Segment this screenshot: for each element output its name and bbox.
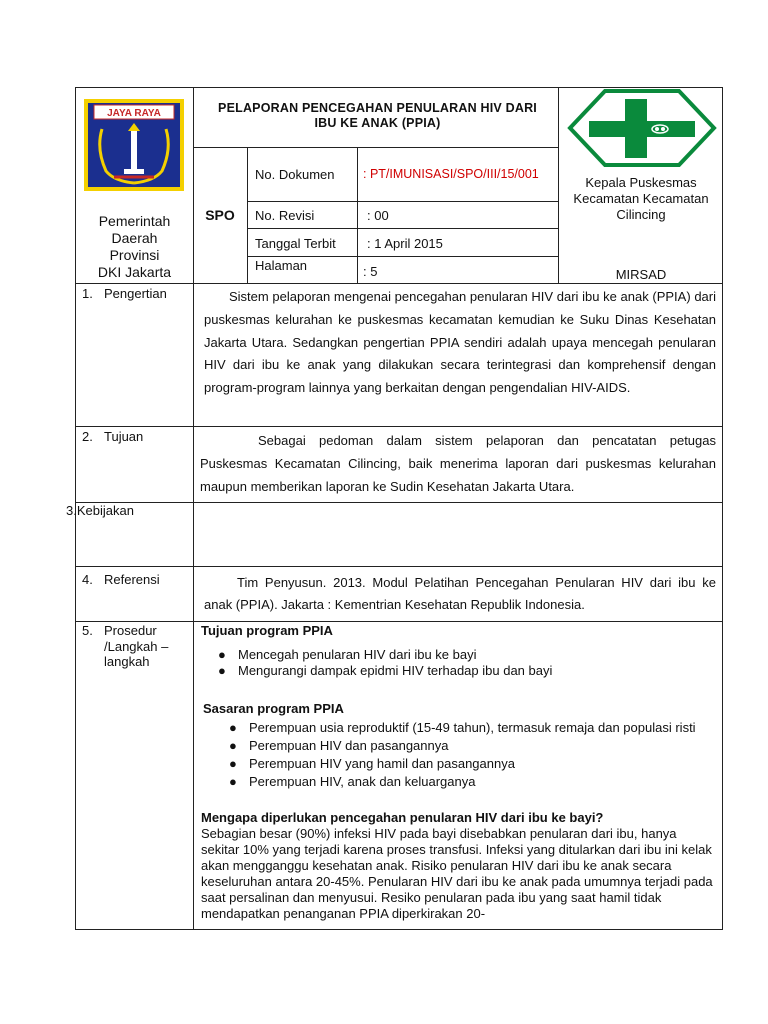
doc-number-value: : PT/IMUNISASI/SPO/III/15/001 — [363, 167, 539, 181]
page-label: Halaman — [255, 258, 308, 273]
issue-date-value: : 1 April 2015 — [367, 236, 443, 251]
list-item: ● Perempuan HIV dan pasangannya — [229, 738, 449, 753]
list-item: ● Perempuan usia reproduktif (15-49 tahun), termasuk remaja dan populasi risti — [229, 720, 696, 735]
heading-mengapa: Mengapa diperlukan pencegahan penularan HIV dari ibu ke bayi? — [201, 810, 604, 825]
approver-name: MIRSAD — [615, 267, 667, 282]
list-item: ● Mengurangi dampak epidmi HIV terhadap ibu dan bayi — [218, 663, 553, 678]
bullet-icon: ● — [218, 647, 226, 662]
section-1-label: Pengertian — [104, 286, 167, 301]
list-item: ● Perempuan HIV, anak dan keluarganya — [229, 774, 476, 789]
section-1-number: 1. — [82, 286, 93, 301]
organization-name: Pemerintah Daerah Provinsi DKI Jakarta — [97, 213, 172, 280]
section-2-text: Sebagai pedoman dalam sistem pelaporan dan pencatatan petugas Puskesmas Kecamatan Cilincing, baik menerima laporan dari puskesmas kelurahan maupun memberikan laporan ke Sudin Kesehatan Jakarta Utara. — [200, 433, 716, 494]
crest-banner-text: JAYA RAYA — [107, 108, 161, 119]
doc-number-label: No. Dokumen — [255, 167, 335, 182]
approver-title: Kepala Puskesmas Kecamatan Kecamatan Cilincing — [573, 175, 709, 222]
list-item: ● Perempuan HIV yang hamil dan pasangannya — [229, 756, 515, 771]
list-tujuan-program — [218, 647, 717, 679]
section-5-number: 5. — [82, 623, 93, 638]
list-item: ● Mencegah penularan HIV dari ibu ke bayi — [218, 647, 477, 662]
heading-sasaran-program: Sasaran program PPIA — [203, 701, 344, 716]
paragraph-mengapa: Sebagian besar (90%) infeksi HIV pada bayi disebabkan penularan dari ibu, hanya sekitar 10% yang terjadi karena proses transfusi. Infeksi yang ditularkan dari ibu ini kelak akan mengganggu kesehatan anak. Risiko penularan HIV dari ibu ke anak secara keseluruhan antara 20-45%. Penularan HIV dari ibu ke anak pada umumnya terjadi pada saat persalinan dan menyusui. Resiko penularan pada ibu yang saat hamil tidak mendapatkan penanganan PPIA diperkirakan 20- — [201, 826, 713, 921]
issue-date-label: Tanggal Terbit — [255, 236, 336, 251]
section-4-label: Referensi — [104, 572, 160, 587]
heading-tujuan-program: Tujuan program PPIA — [201, 623, 333, 638]
revision-value: : 00 — [367, 208, 389, 223]
section-4-text: Tim Penyusun. 2013. Modul Pelatihan Pencegahan Penularan HIV dari ibu ke anak (PPIA). Jakarta : Kementrian Kesehatan Republik Indonesia. — [204, 575, 716, 612]
bullet-icon: ● — [229, 774, 237, 789]
section-2-number: 2. — [82, 429, 93, 444]
bullet-icon: ● — [229, 738, 237, 753]
section-2-label: Tujuan — [104, 429, 144, 444]
section-3-label: 3.Kebijakan — [66, 503, 134, 518]
puskesmas-logo — [567, 88, 717, 168]
page-value: : 5 — [363, 264, 378, 279]
list-sasaran-program — [229, 720, 717, 790]
spo-label: SPO — [205, 207, 235, 223]
revision-label: No. Revisi — [255, 208, 315, 223]
document-title: PELAPORAN PENCEGAHAN PENULARAN HIV DARI IBU KE ANAK (PPIA) — [218, 101, 537, 130]
bullet-icon: ● — [229, 756, 237, 771]
section-1-text: Sistem pelaporan mengenai pencegahan penularan HIV dari ibu ke anak (PPIA) dari puskesmas kelurahan ke puskesmas kecamatan kemudian ke Suku Dinas Kesehatan Jakarta Utara. Sedangkan pengertian PPIA sendiri adalah upaya mencegah penularan HIV dari ibu ke anak yang dilakukan secara terintegrasi dan komprehensif dengan program-program lainnya yang berkaitan dengan pengendalian HIV-AIDS. — [204, 289, 716, 396]
section-4-number: 4. — [82, 572, 93, 587]
bullet-icon: ● — [218, 663, 226, 678]
procedure-content — [201, 623, 717, 922]
section-5-label: Prosedur /Langkah – langkah — [104, 623, 169, 669]
jakarta-crest-logo — [84, 99, 184, 191]
bullet-icon: ● — [229, 720, 237, 735]
